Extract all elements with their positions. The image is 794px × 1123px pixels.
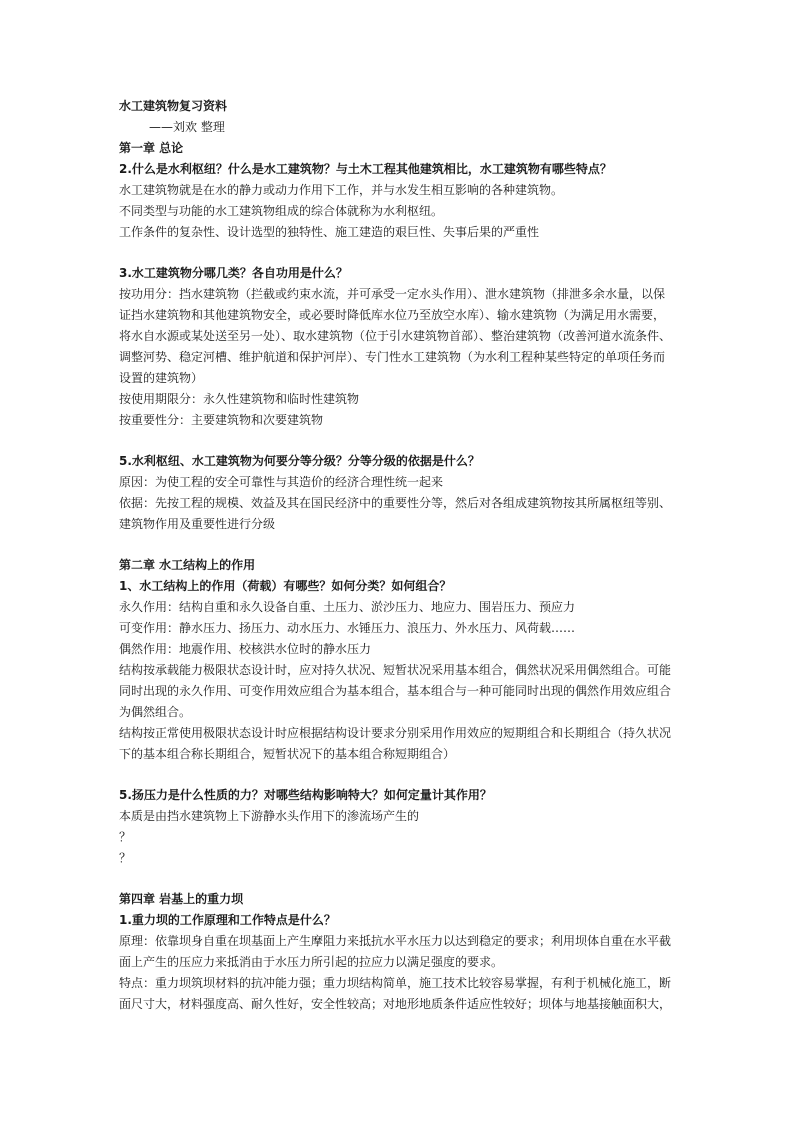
ch1-q3-line: 设置的建筑物） <box>119 371 204 385</box>
ch2-q1-question: 1、水工结构上的作用（荷载）有哪些？如何分类？如何组合？ <box>119 579 452 593</box>
ch2-q1-line: 永久作用：结构自重和永久设备自重、土压力、淤沙压力、地应力、围岩压力、预应力 <box>119 600 576 614</box>
ch1-q5-line: 建筑物作用及重要性进行分级 <box>119 517 276 531</box>
ch1-q5-line: 依据：先按工程的规模、效益及其在国民经济中的重要性分等，然后对各组成建筑物按其所属枢纽等别、 <box>119 496 672 510</box>
ch2-q1-line: 结构按承载能力极限状态设计时，应对持久状况、短暂状况采用基本组合，偶然状况采用偶然组合。可能 <box>119 663 672 677</box>
ch1-q5-question: 5.水利枢纽、水工建筑物为何要分等分级？分等分级的依据是什么？ <box>119 454 480 468</box>
ch2-q1-line: 同时出现的永久作用、可变作用效应组合为基本组合，基本组合与一种可能同时出现的偶然作用效应组合 <box>119 684 672 698</box>
paragraph-gap <box>119 869 679 889</box>
ch4-q1-line: 原理：依靠坝身自重在坝基面上产生摩阻力来抵抗水平水压力以达到稳定的要求；利用坝体自重在水平截 <box>119 934 672 948</box>
ch2-q1-line: 下的基本组合称长期组合，短暂状况下的基本组合称短期组合） <box>119 747 456 761</box>
chapter-4-heading: 第四章 岩基上的重力坝 <box>119 892 244 906</box>
ch1-q5-line: 原因：为使工程的安全可靠性与其造价的经济合理性统一起来 <box>119 475 444 489</box>
ch1-q3-line: 按使用期限分：永久性建筑物和临时性建筑物 <box>119 392 360 406</box>
ch2-q5-question: 5.扬压力是什么性质的力？对哪些结构影响特大？如何定量计其作用？ <box>119 788 492 802</box>
chapter-2-heading: 第二章 水工结构上的作用 <box>119 558 256 572</box>
paragraph-gap <box>119 765 679 785</box>
ch1-q3-line: 证挡水建筑物和其他建筑物安全，或必要时降低库水位乃至放空水库）、输水建筑物（为满足用水需要， <box>119 308 666 322</box>
paragraph-gap <box>119 535 679 555</box>
ch1-q3-line: 调整河势、稳定河槽、维护航道和保护河岸）、专门性水工建筑物（为水利工程种某些特定的单项任务而 <box>119 350 666 364</box>
ch4-q1-line: 面上产生的压应力来抵消由于水压力所引起的拉应力以满足强度的要求。 <box>119 955 504 969</box>
ch2-q5-line: ？ <box>119 830 132 844</box>
ch1-q2-line: 水工建筑物就是在水的静力或动力作用下工作，并与水发生相互影响的各种建筑物。 <box>119 183 564 197</box>
ch2-q1-line: 可变作用：静水压力、扬压力、动水压力、水锤压力、浪压力、外水压力、风荷载…… <box>119 621 576 635</box>
ch1-q2-line: 不同类型与功能的水工建筑物组成的综合体就称为水利枢纽。 <box>119 204 444 218</box>
ch2-q1-line: 偶然作用：地震作用、校核洪水位时的静水压力 <box>119 642 372 656</box>
ch1-q3-question: 3.水工建筑物分哪几类？各自功用是什么？ <box>119 266 348 280</box>
ch4-q1-line: 特点：重力坝筑坝材料的抗冲能力强；重力坝结构简单，施工技术比较容易掌握，有利于机械化施工，断 <box>119 976 672 990</box>
ch1-q3-line: 将水自水源或某处送至另一处）、取水建筑物（位于引水建筑物首部）、整治建筑物（改善河道水流条件、 <box>119 329 672 343</box>
ch1-q2-line: 工作条件的复杂性、设计选型的独特性、施工建造的艰巨性、失事后果的严重性 <box>119 225 540 239</box>
paragraph-gap <box>119 243 679 263</box>
paragraph-gap <box>119 431 679 451</box>
ch2-q5-line: 本质是由挡水建筑物上下游静水头作用下的渗流场产生的 <box>119 809 420 823</box>
ch4-q1-question: 1.重力坝的工作原理和工作特点是什么？ <box>119 913 336 927</box>
chapter-1-heading: 第一章 总论 <box>119 141 184 155</box>
ch1-q2-question: 2.什么是水利枢纽？什么是水工建筑物？与土木工程其他建筑相比，水工建筑物有哪些特点？ <box>119 162 612 176</box>
doc-title: 水工建筑物复习资料 <box>119 99 228 113</box>
ch1-q3-line: 按重要性分：主要建筑物和次要建筑物 <box>119 413 324 427</box>
document-page <box>119 96 679 1015</box>
ch2-q1-line: 为偶然组合。 <box>119 705 192 719</box>
ch4-q1-line: 面尺寸大，材料强度高、耐久性好，安全性较高；对地形地质条件适应性较好；坝体与地基接触面积大， <box>119 997 672 1011</box>
ch1-q3-line: 按功用分：挡水建筑物（拦截或约束水流，并可承受一定水头作用）、泄水建筑物（排泄多余水量，以保 <box>119 287 666 301</box>
ch2-q1-line: 结构按正常使用极限状态设计时应根据结构设计要求分别采用作用效应的短期组合和长期组合（持久状况 <box>119 726 672 740</box>
ch2-q5-line: ？ <box>119 851 132 865</box>
doc-author: ——刘欢 整理 <box>149 120 225 134</box>
